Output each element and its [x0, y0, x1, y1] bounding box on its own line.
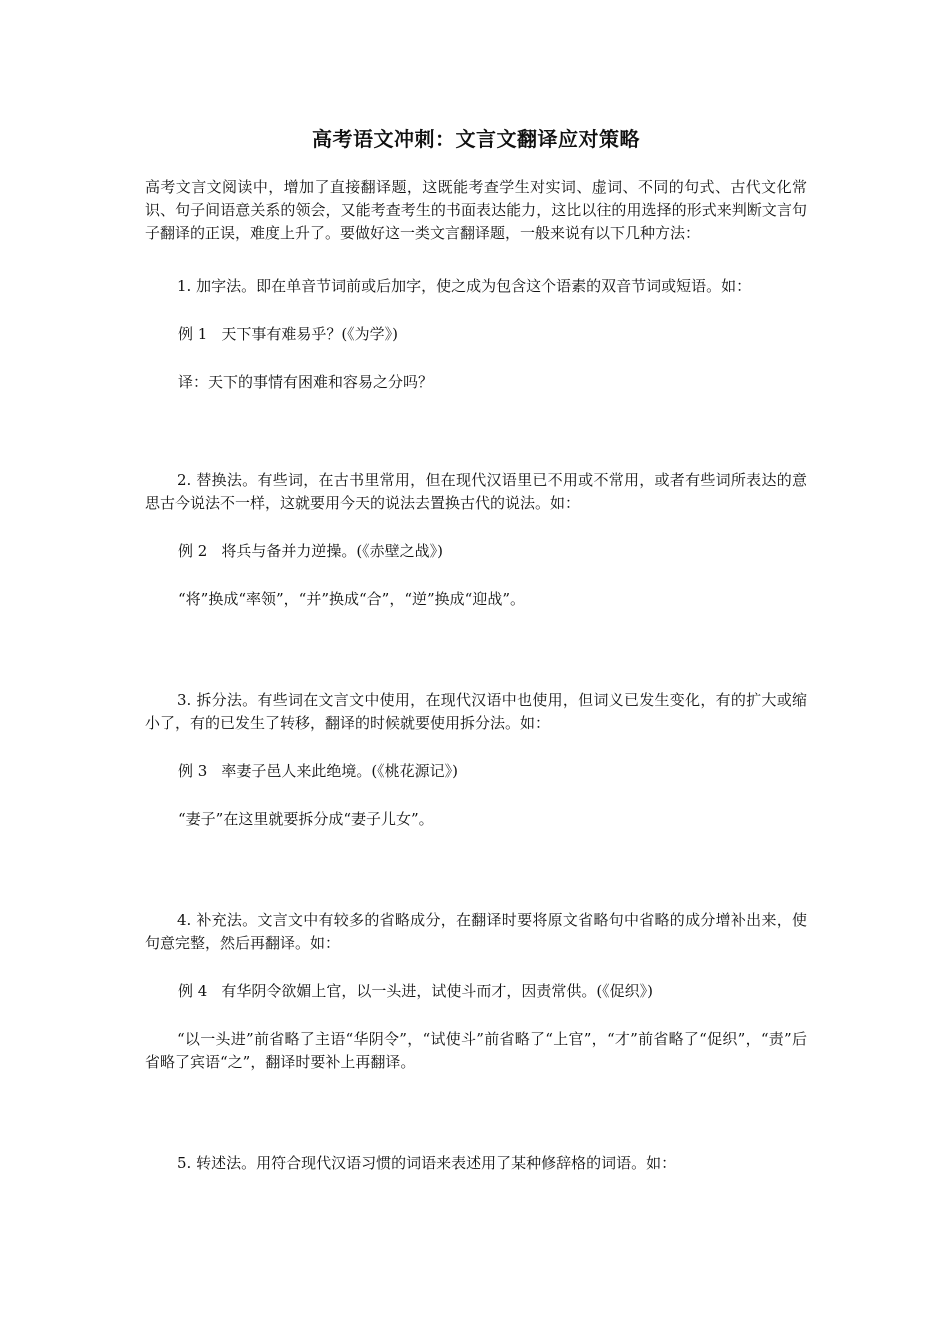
example-4-note: “以一头进”前省略了主语“华阴令”，“试使斗”前省略了“上官”，“才”前省略了“促织”，“责”后省略了宾语“之”，翻译时要补上再翻译。: [145, 1030, 807, 1071]
example-1-text: 天下事有难易乎？(《为学》): [221, 325, 399, 343]
example-3-text: 率妻子邑人来此绝境。(《桃花源记》): [221, 762, 459, 780]
example-2: [145, 540, 807, 563]
method-2-paragraph: 2. 替换法。有些词，在古书里常用，但在现代汉语里已不用或不常用，或者有些词所表达的意思古今说法不一样，这就要用今天的说法去置换古代的说法。如：: [145, 471, 807, 512]
method-3-paragraph: 3. 拆分法。有些词在文言文中使用，在现代汉语中也使用，但词义已发生变化，有的扩大或缩小了，有的已发生了转移，翻译的时候就要使用拆分法。如：: [145, 691, 807, 732]
example-1: [145, 323, 807, 346]
example-4-label: 例 4: [178, 982, 208, 1000]
method-1-paragraph: 1. 加字法。即在单音节词前或后加字，使之成为包含这个语素的双音节词或短语。如：: [177, 277, 752, 295]
example-1-label: 例 1: [178, 325, 208, 343]
document-body: [145, 126, 807, 1175]
document-title: 高考语文冲刺：文言文翻译应对策略: [312, 127, 640, 151]
example-2-label: 例 2: [178, 542, 208, 560]
example-2-text: 将兵与备并力逆操。(《赤壁之战》): [221, 542, 444, 560]
example-2-note: “将”换成“率领”，“并”换成“合”，“逆”换成“迎战”。: [178, 590, 526, 608]
example-1-note: 译：天下的事情有困难和容易之分吗？: [178, 373, 434, 391]
example-4: [145, 980, 807, 1003]
method-5-paragraph: 5. 转述法。用符合现代汉语习惯的词语来表述用了某种修辞格的词语。如：: [177, 1154, 677, 1172]
example-3-note: “妻子”在这里就要拆分成“妻子儿女”。: [178, 810, 434, 828]
example-3: [145, 760, 807, 783]
method-4-paragraph: 4. 补充法。文言文中有较多的省略成分，在翻译时要将原文省略句中省略的成分增补出来，使句意完整，然后再翻译。如：: [145, 911, 807, 952]
intro-paragraph: 高考文言文阅读中，增加了直接翻译题，这既能考查学生对实词、虚词、不同的句式、古代文化常识、句子间语意关系的领会，又能考查考生的书面表达能力，这比以往的用选择的形式来判断文言句子翻译的正误，难度上升了。要做好这一类文言翻译题，一般来说有以下几种方法：: [145, 178, 807, 242]
example-4-text: 有华阴令欲媚上官，以一头进，试使斗而才，因责常供。(《促织》): [221, 982, 654, 1000]
example-3-label: 例 3: [178, 762, 208, 780]
